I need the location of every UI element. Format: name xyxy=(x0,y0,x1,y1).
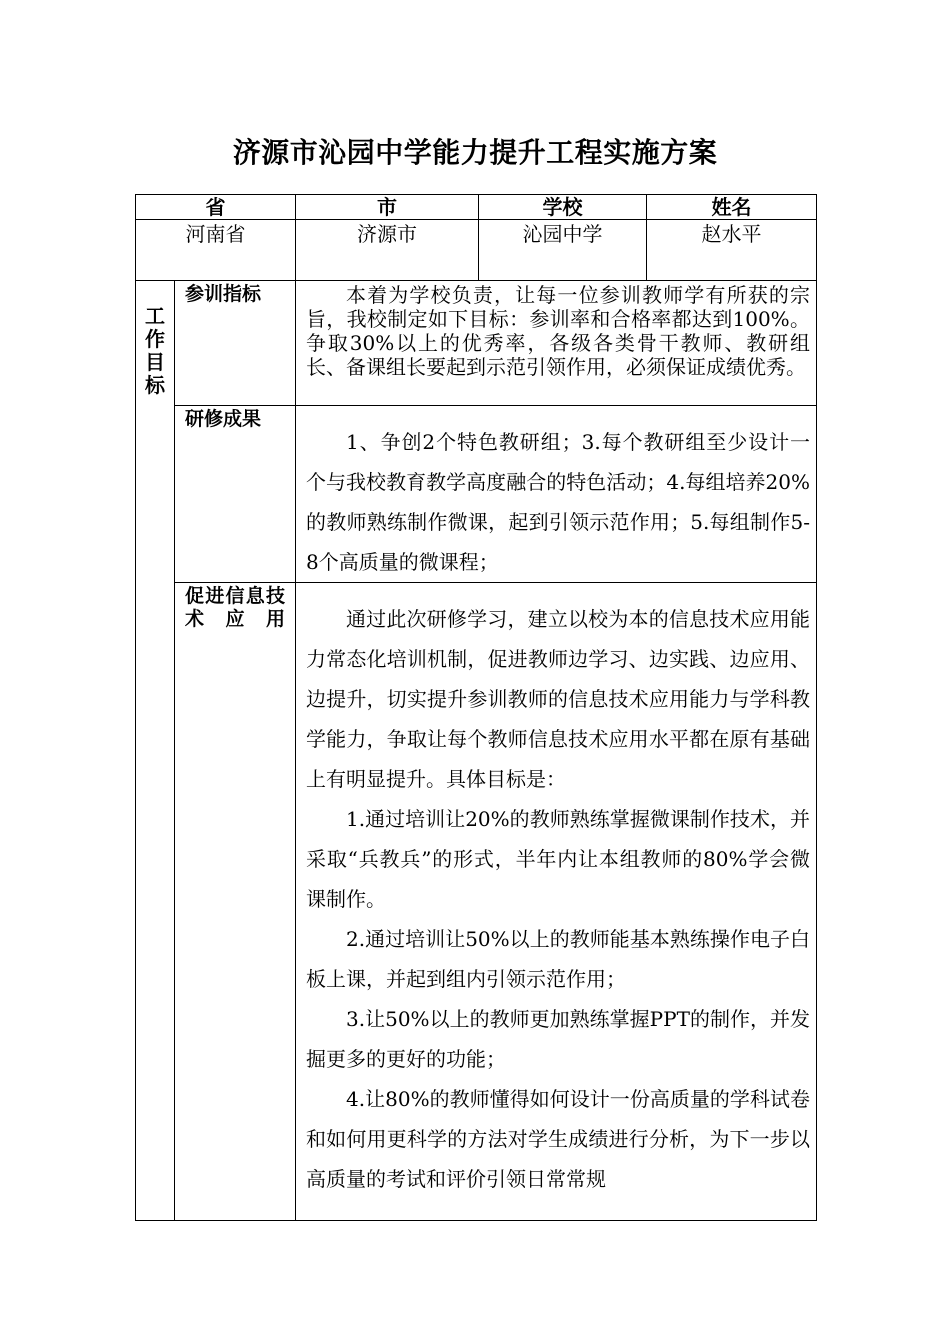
header-city: 市 xyxy=(296,195,479,220)
plan-table xyxy=(135,194,817,1221)
row-content-it-application xyxy=(296,583,817,1221)
paragraph: 1.通过培训让20%的教师熟练掌握微课制作技术，并采取“兵教兵”的形式，半年内让本组教师的80%学会微课制作。 xyxy=(306,807,810,911)
paragraph: 2.通过培训让50%以上的教师能基本熟练操作电子白板上课，并起到组内引领示范作用； xyxy=(306,927,810,991)
header-name: 姓名 xyxy=(647,195,817,220)
paragraph: 1、争创2个特色教研组；3.每个教研组至少设计一个与我校教育教学高度融合的特色活动；4.每组培养20%的教师熟练制作微课，起到引领示范作用；5.每组制作5-8个高质量的微课程； xyxy=(306,430,810,574)
paragraph: 3.让50%以上的教师更加熟练掌握PPT的制作，并发掘更多的更好的功能； xyxy=(306,1007,810,1071)
row-label-research-results: 研修成果 xyxy=(175,406,296,583)
info-name: 赵水平 xyxy=(647,220,817,281)
paragraph: 通过此次研修学习，建立以校为本的信息技术应用能力常态化培训机制，促进教师边学习、边实践、边应用、边提升，切实提升参训教师的信息技术应用能力与学科教学能力，争取让每个教师信息技术应用水平都在原有基础上有明显提升。具体目标是： xyxy=(306,607,810,791)
info-province: 河南省 xyxy=(136,220,296,281)
info-row xyxy=(136,220,817,281)
row-content-training-target xyxy=(296,281,817,406)
it-application-text xyxy=(306,599,810,1219)
row-label-training-target: 参训指标 xyxy=(175,281,296,406)
section-label-work-goals xyxy=(136,281,175,1221)
row-training-target xyxy=(136,281,817,406)
row-research-results xyxy=(136,406,817,583)
section-label-text: 工作目标 xyxy=(145,304,165,397)
info-school: 沁园中学 xyxy=(479,220,647,281)
header-school: 学校 xyxy=(479,195,647,220)
paragraph: 本着为学校负责，让每一位参训教师学有所获的宗旨，我校制定如下目标：参训率和合格率都达到100%。争取30%以上的优秀率，各级各类骨干教师、教研组长、备课组长要起到示范引领作用，必须保证成绩优秀。 xyxy=(306,283,810,379)
row-it-application xyxy=(136,583,817,1221)
page-title: 济源市沁园中学能力提升工程实施方案 xyxy=(232,136,718,169)
header-province: 省 xyxy=(136,195,296,220)
row-content-research-results xyxy=(296,406,817,583)
info-city: 济源市 xyxy=(296,220,479,281)
row-label-it-application: 促进信息技术应用 xyxy=(175,583,296,1221)
paragraph: 4.让80%的教师懂得如何设计一份高质量的学科试卷和如何用更科学的方法对学生成绩进行分析，为下一步以高质量的考试和评价引领日常常规 xyxy=(306,1087,810,1191)
header-row xyxy=(136,195,817,220)
